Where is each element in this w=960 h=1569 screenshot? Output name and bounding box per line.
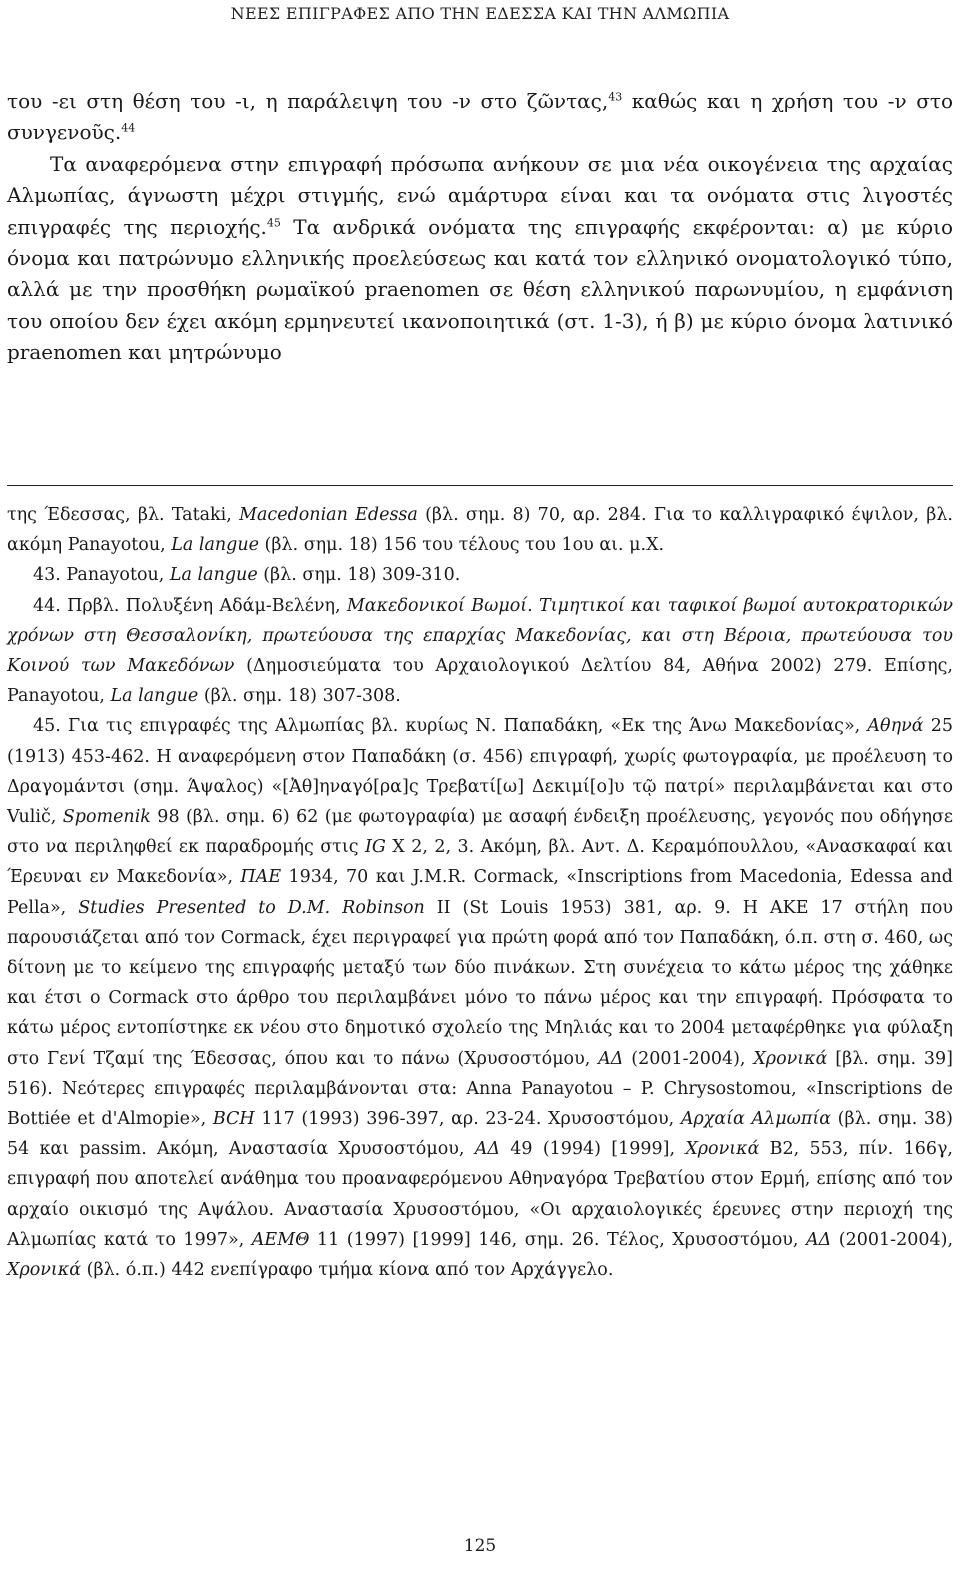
fn45-i2: Spomenik [62, 807, 151, 828]
fn45-i14: Χρονικά [7, 1260, 82, 1281]
fn44-text-c: (βλ. σημ. 18) 307-308. [198, 686, 401, 707]
fn45-i12: ΑΕΜΘ [251, 1229, 310, 1250]
fn45-t8: [βλ. σημ. 39] 516). Νεότερες επιγραφές περιλαμβάνονται στα: Anna Panayotou – P. Chrysostomou, «Inscriptions de Bottiée et d'Almopie», [7, 1048, 953, 1130]
footnote-45 [7, 711, 953, 1285]
fn43-text-b: (βλ. σημ. 18) 309-310. [257, 565, 461, 586]
fn-cont-text-b: (βλ. σημ. 8) 70, αρ. 284. Για το καλλιγραφικό έψιλον, βλ. ακόμη Panayotou, [7, 505, 953, 556]
paragraph-2-text-a: Τα αναφερόμενα στην επιγραφή πρόσωπα ανήκουν σε μια νέα οικογένεια της αρχαίας Αλμωπίας, άγνωστη μέχρι στιγμής, ενώ αμάρτυρα είναι και τα ονόματα στις λιγοστές επιγραφές της περιοχής. [7, 151, 953, 239]
page-number: 125 [463, 1536, 497, 1556]
fn43-text-a: 43. Panayotou, [33, 565, 170, 586]
paragraph-2 [7, 149, 953, 369]
fn45-i13: ΑΔ [805, 1229, 832, 1250]
fn44-title-a: Μακεδονικοί Βωμοί. Τιμητικοί και ταφικοί βωμοί αυτοκρατορικών χρόνων στη Θεσσαλονίκη, πρωτεύουσα της επαρχίας Μακεδονίας, και στη Βέροια, πρωτεύουσα του Κοινού των Μακεδόνων [7, 595, 953, 677]
footnote-ref-45[interactable]: 45 [266, 215, 281, 229]
fn45-t11: 49 (1994) [1999], [500, 1139, 686, 1160]
paragraph-1-text-b: καθώς και η χρήση του -ν στο συνγενοῦς. [7, 89, 953, 145]
fn-cont-text-a: της Έδεσσας, βλ. Tataki, [7, 505, 240, 525]
fn45-t13: 11 (1997) [1999] 146, σημ. 26. Τέλος, Χρυσοστόμου, [309, 1229, 806, 1250]
fn45-i1: Αθηνά [867, 716, 924, 737]
footnote-ref-43[interactable]: 43 [608, 90, 623, 104]
fn-cont-title-a: Macedonian Edessa [239, 505, 418, 525]
fn45-i4: ΠΑΕ [240, 867, 282, 888]
footnote-43 [7, 560, 953, 590]
main-text [7, 86, 953, 369]
fn43-title: La langue [169, 565, 258, 586]
fn45-i10: ΑΔ [474, 1139, 500, 1160]
fn45-t3: 98 (βλ. σημ. 6) 62 (με φωτογραφία) με ασαφή ένδειξη προέλευσης, γεγονός που οδήγησε στο να περιληφθεί εκ παραδρομής στις [7, 807, 953, 858]
footnote-separator [7, 485, 953, 486]
fn44-title-b: La langue [110, 686, 199, 707]
fn44-text-b: (Δημοσιεύματα του Αρχαιολογικού Δελτίου 84, Αθήνα 2002) 279. Επίσης, Panayotou, [7, 656, 953, 707]
fn45-t7: (2001-2004), [623, 1048, 754, 1069]
fn45-i9: Αρχαία Αλμωπία [680, 1109, 832, 1130]
fn45-t9: 117 (1993) 396-397, αρ. 23-24. Χρυσοστόμου, [254, 1109, 681, 1130]
fn45-i5: Studies Presented to D.M. Robinson [78, 897, 425, 918]
paragraph-2-text-b: Τα ανδρικά ονόματα της επιγραφής εκφέρονται: α) με κύριο όνομα και πατρώνυμο ελληνικής προελεύσεως και κατά τον ελληνικό ονοματολογικό τύπο, αλλά με την προσθήκη ρωμαϊκού praenomen σε θέση ελληνικού παρωνυμίου, η εμφάνιση του οποίου δεν έχει ακόμη ερμηνευτεί ικανοποιητικά (στ. 1-3), ή β) με κύριο όνομα λατινικό praenomen και μητρώνυμο [7, 214, 953, 365]
paragraph-1 [7, 86, 953, 149]
fn45-i6: ΑΔ [598, 1048, 624, 1069]
footnote-ref-44[interactable]: 44 [121, 121, 136, 135]
fn-cont-text-c: (βλ. σημ. 18) 156 του τέλους του 1ου αι. μ.Χ. [258, 535, 665, 556]
footnotes [7, 500, 953, 1285]
fn45-t10: (βλ. σημ. 38) 54 και passim. Ακόμη, Αναστασία Χρυσοστόμου, [7, 1109, 953, 1160]
fn45-t2: 25 (1913) 453-462. Η αναφερόμενη στον Παπαδάκη (σ. 456) επιγραφή, χωρίς φωτογραφία, με προέλευση το Δραγομάντσι (σημ. Άψαλος) «[Ἀθ]ηναγό[ρα]ς Τρεβατί[ω] Δεκιμί[ο]υ τῷ πατρί» περιλαμβάνεται και στο Vulič, [7, 716, 953, 828]
fn45-t15: (βλ. ό.π.) 442 ενεπίγραφο τμήμα κίονα από τον Αρχάγγελο. [81, 1260, 614, 1281]
footnote-44 [7, 591, 953, 712]
fn45-t4: X 2, 2, 3. Ακόμη, βλ. Αντ. Δ. Κεραμόπουλλου, «Ανασκαφαί και Έρευναι εν Μακεδονία», [7, 837, 953, 888]
fn45-t5: 1934, 70 και J.M.R. Cormack, «Inscriptions from Macedonia, Edessa and Pella», [7, 867, 953, 918]
running-head: ΝΕΕΣ ΕΠΙΓΡΑΦΕΣ ΑΠΟ ΤΗΝ ΕΔΕΣΣΑ ΚΑΙ ΤΗΝ ΑΛΜΩΠΙΑ [230, 4, 730, 23]
fn45-i3: IG [364, 837, 386, 858]
paragraph-1-text-a: του -ει στη θέση του -ι, η παράλειψη του -ν στο ζῶντας, [7, 89, 609, 113]
fn45-i8: BCH [212, 1109, 255, 1130]
fn45-t14: (2001-2004), [831, 1229, 954, 1250]
fn45-i11: Χρονικά [685, 1139, 760, 1160]
fn45-t6: II (St Louis 1953) 381, αρ. 9. Η ΑΚΕ 17 στήλη που παρουσιάζεται από τον Cormack, έχει περιγραφεί για πρώτη φορά από τον Παπαδάκη, ό.π. στη σ. 460, ως δίτονη με το κείμενο της επιγραφής μεταξύ των δύο πινάκων. Στη συνέχεια το κάτω μέρος της χάθηκε και έτσι ο Cormack στο άρθρο του περιλαμβάνει μόνο το πάνω μέρος και την επιγραφή. Πρόσφατα το κάτω μέρος εντοπίστηκε εκ νέου στο δημοτικό σχολείο της Μηλιάς και το 2004 μεταφέρθηκε για φύλαξη στο Γενί Τζαμί της Έδεσσας, όπου και το πάνω (Χρυσοστόμου, [7, 897, 953, 1069]
fn45-t12: Β2, 553, πίν. 166γ, επιγραφή που αποτελεί ανάθημα του προαναφερόμενου Αθηναγόρα Τρεβατίου στον Ερμή, επίσης από τον αρχαίο οικισμό της Αψάλου. Αναστασία Χρυσοστόμου, «Οι αρχαιολογικές έρευνες στην περιοχή της Αλμωπίας κατά το 1997», [7, 1139, 953, 1250]
fn45-i7: Χρονικά [753, 1048, 828, 1069]
fn45-t1: 45. Για τις επιγραφές της Αλμωπίας βλ. κυρίως Ν. Παπαδάκη, «Εκ της Άνω Μακεδονίας», [33, 716, 868, 737]
footnote-continuation [7, 500, 953, 560]
fn-cont-title-b: La langue [171, 535, 259, 556]
fn44-text-a: 44. Πρβλ. Πολυξένη Αδάμ-Βελένη, [33, 595, 347, 616]
